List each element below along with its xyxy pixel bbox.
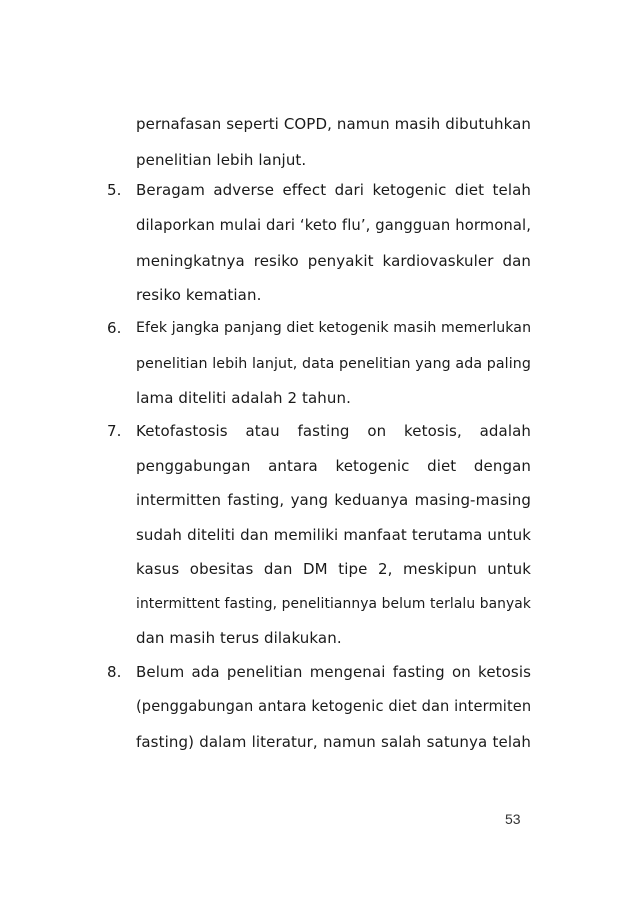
- page-number: 53: [505, 811, 521, 827]
- item-7-line-1: Ketofastosis atau fasting on ketosis, adalah: [136, 422, 531, 440]
- item-5-line-3: meningkatnya resiko penyakit kardiovaskuler dan: [136, 252, 531, 270]
- item-8-line-1: Belum ada penelitian mengenai fasting on ketosis: [136, 663, 531, 681]
- item-6-line-3: lama diteliti adalah 2 tahun.: [136, 389, 351, 407]
- item-7-line-5: kasus obesitas dan DM tipe 2, meskipun untuk: [136, 560, 531, 578]
- list-number-5: 5.: [107, 181, 122, 199]
- item-6-line-1: Efek jangka panjang diet ketogenik masih memerlukan: [136, 320, 532, 336]
- list-number-7: 7.: [107, 422, 122, 440]
- item-7-line-4: sudah diteliti dan memiliki manfaat terutama untuk: [136, 526, 531, 544]
- continuation-line-2: penelitian lebih lanjut.: [136, 151, 307, 169]
- list-number-8: 8.: [107, 663, 122, 681]
- item-7-line-6: intermittent fasting, penelitiannya belum terlalu banyak: [136, 596, 531, 612]
- item-6-line-2: penelitian lebih lanjut, data penelitian yang ada paling: [136, 356, 531, 372]
- item-8-line-3: fasting) dalam literatur, namun salah satunya telah: [136, 733, 531, 751]
- item-7-line-2: penggabungan antara ketogenic diet dengan: [136, 457, 531, 475]
- item-5-line-2: dilaporkan mulai dari ‘keto flu’, gangguan hormonal,: [136, 217, 531, 234]
- item-5-line-1: Beragam adverse effect dari ketogenic diet telah: [136, 181, 531, 199]
- item-7-line-7: dan masih terus dilakukan.: [136, 629, 342, 647]
- continuation-line-1: pernafasan seperti COPD, namun masih dibutuhkan: [136, 115, 531, 133]
- item-8-line-2: (penggabungan antara ketogenic diet dan intermiten: [136, 698, 532, 715]
- list-number-6: 6.: [107, 319, 122, 337]
- item-5-line-4: resiko kematian.: [136, 286, 262, 304]
- item-7-line-3: intermitten fasting, yang keduanya masing-masing: [136, 491, 531, 509]
